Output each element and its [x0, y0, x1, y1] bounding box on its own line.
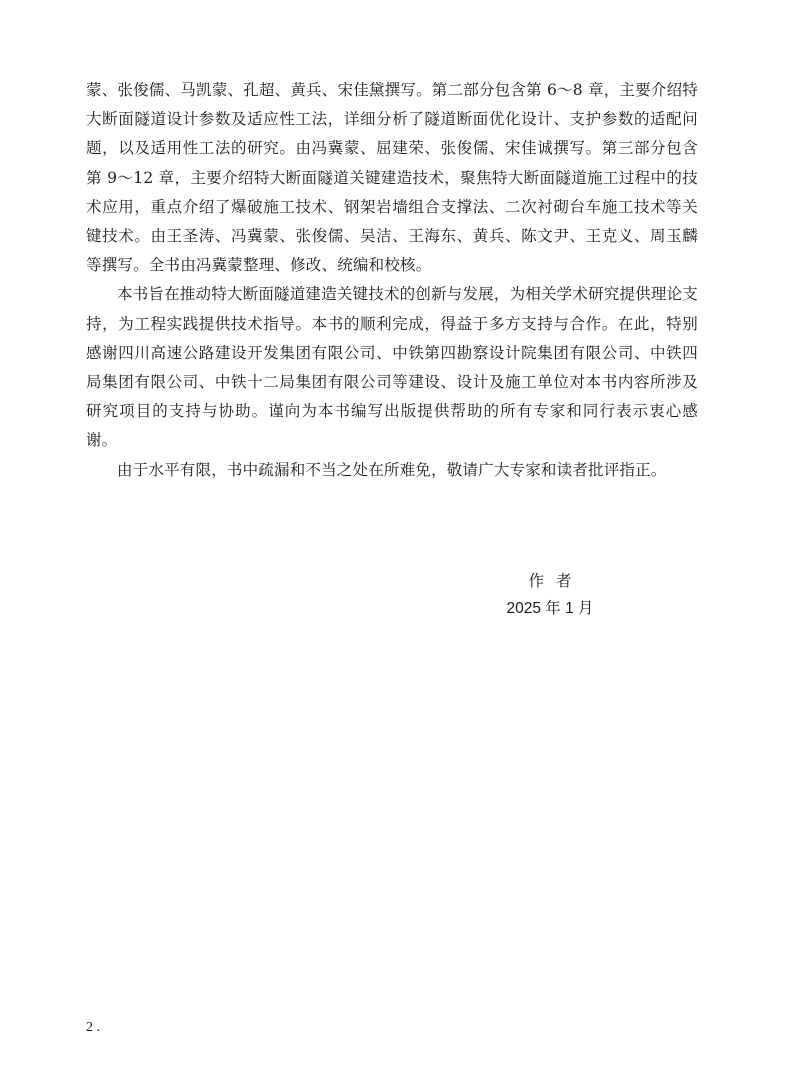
paragraph-closing: 由于水平有限，书中疏漏和不当之处在所难免，敬请广大专家和读者批评指正。 — [117, 460, 667, 479]
signature-author: 作者 — [528, 572, 584, 590]
signature-block — [470, 568, 630, 622]
signature-date: 2025 年 1 月 — [506, 600, 594, 617]
preface-body — [86, 76, 698, 485]
page-number: 2 . — [86, 1020, 100, 1035]
paragraph-continuation: 蒙、张俊儒、马凯蒙、孔超、黄兵、宋佳黛撰写。第二部分包含第 6～8 章，主要介绍特大断面隧道设计参数及适应性工法，详细分析了隧道断面优化设计、支护参数的适配问题，以及适用性工法的研究。由冯冀蒙、屈建荣、张俊儒、宋佳诚撰写。第三部分包含第 9～12 章，主要介绍特大断面隧道关键建造技术，聚焦特大断面隧道施工过程中的技术应用，重点介绍了爆破施工技术、钢架岩墙组合支撑法、二次衬砌台车施工技术等关键技术。由王圣涛、冯冀蒙、张俊儒、吴洁、王海东、黄兵、陈文尹、王克义、周玉麟等撰写。全书由冯冀蒙整理、修改、统编和校核。 — [86, 81, 698, 275]
paragraph-acknowledgements: 本书旨在推动特大断面隧道建造关键技术的创新与发展，为相关学术研究提供理论支持，为工程实践提供技术指导。本书的顺利完成，得益于多方支持与合作。在此，特别感谢四川高速公路建设开发集团有限公司、中铁第四勘察设计院集团有限公司、中铁四局集团有限公司、中铁十二局集团有限公司等建设、设计及施工单位对本书内容所涉及研究项目的支持与协助。谨向为本书编写出版提供帮助的所有专家和同行表示衷心感谢。 — [86, 285, 698, 450]
